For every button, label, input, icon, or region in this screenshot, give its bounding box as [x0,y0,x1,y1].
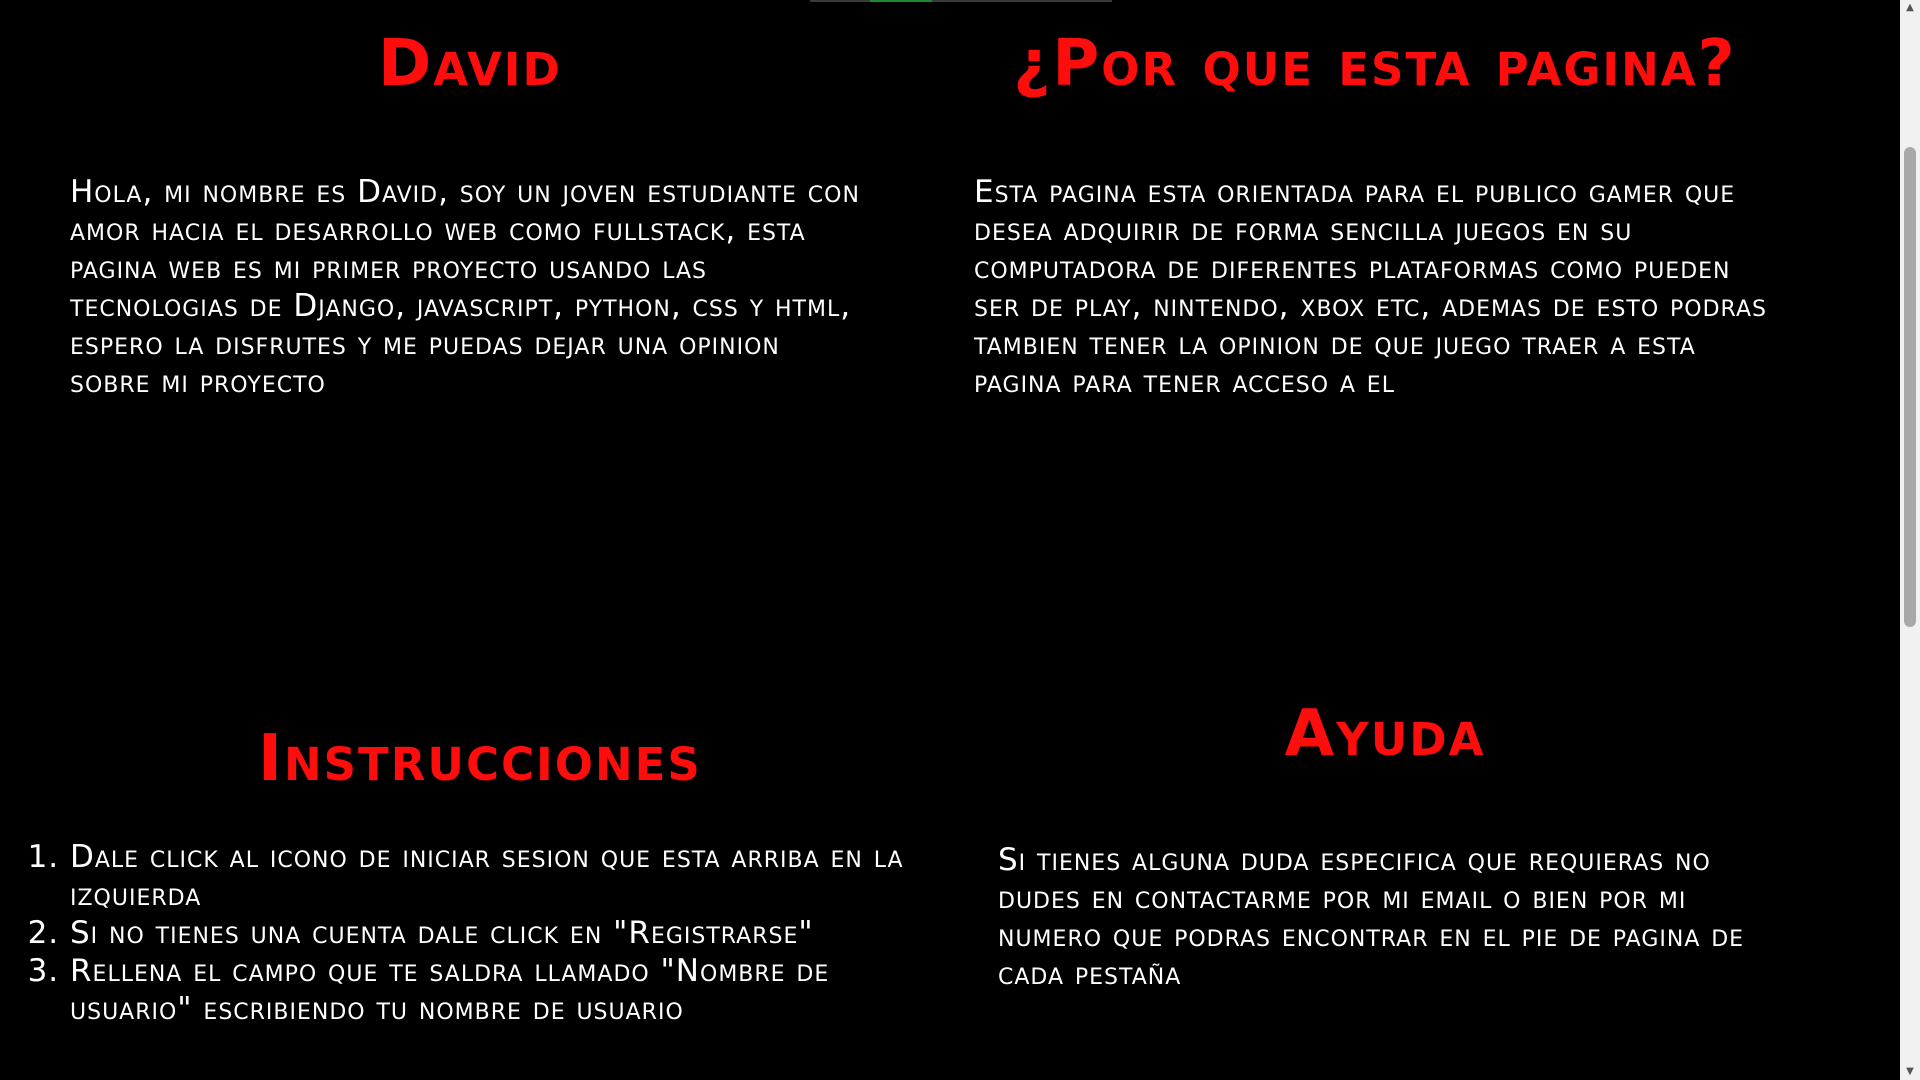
help-section [960,695,1800,993]
help-title: Ayuda [1284,697,1486,771]
instruction-step: 1. Dale click al icono de iniciar sesion que esta arriba en la izquierda [70,838,910,914]
instructions-section [0,720,960,1028]
instructions-list [0,838,910,1028]
top-nav-strip [810,0,1112,2]
help-text: Si tienes alguna duda especifica que requieras no dudes en contactarme por mi email o bien por mi numero que podras encontrar en el pie de pagina de cada pestaña [998,842,1745,992]
purpose-text: Esta pagina esta orientada para el publico gamer que desea adquirir de forma sencilla juegos en su computadora de diferentes plataformas como pueden ser de play, nintendo, xbox etc, ademas de esto podras tambien tener la opinion de que juego traer a esta pagina para tener acceso a el [974,174,1767,400]
instruction-step: 2. Si no tienes una cuenta dale click en "Registrarse" [70,914,910,952]
about-title: David [378,27,562,101]
purpose-title: ¿Por que esta pagina? [1013,27,1737,101]
page-scrollbar[interactable] [1900,0,1920,1080]
scroll-down-arrow-icon[interactable]: ▼ [1906,1066,1914,1077]
scroll-up-arrow-icon[interactable]: ▲ [1906,2,1914,13]
about-text: Hola, mi nombre es David, soy un joven estudiante con amor hacia el desarrollo web como fullstack, esta pagina web es mi primer proyecto usando las tecnologias de Django, javascript, python, css y html, espero la disfrutes y me puedas dejar una opinion sobre mi proyecto [70,174,860,400]
about-section [60,25,900,401]
top-nav-active-indicator [870,0,932,2]
scrollbar-thumb[interactable] [1904,147,1916,627]
purpose-section [960,25,1800,401]
instruction-step: 3. Rellena el campo que te saldra llamado "Nombre de usuario" escribiendo tu nombre de usuario [70,952,910,1028]
instructions-title: Instrucciones [258,722,702,796]
